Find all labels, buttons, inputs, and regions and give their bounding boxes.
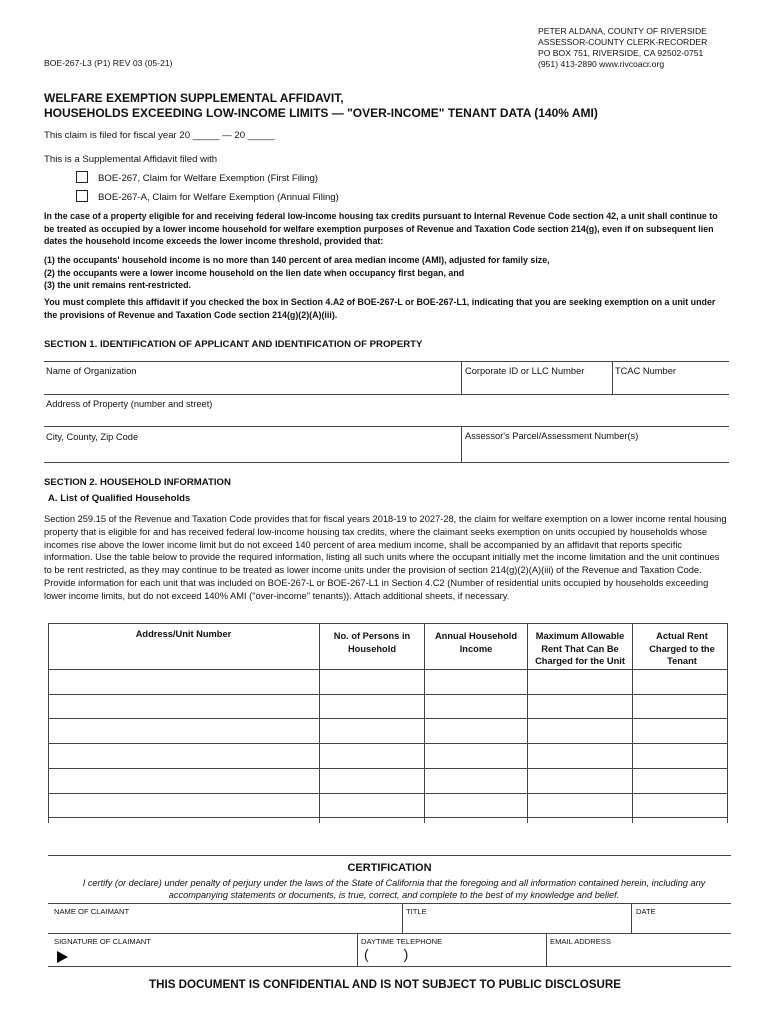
fiscal-year-line[interactable]: This claim is filed for fiscal year 20 _____ — 20 _____ xyxy=(44,130,275,141)
table-row[interactable] xyxy=(48,817,727,818)
section2-body: Section 259.15 of the Revenue and Taxation Code provides that for fiscal years 2018-19 to 2027-28, the claim for welfare exemption on a lower income rental housing property that is eligible for and has received federal low-income housing tax credits, where the claimant seeks exemption on units occupied by households whose incomes rise above the lower income limit but do not exceed 140 percent of area medium income, shall be accompanied by an affidavit that reports specific information. Use the table below to provide the required information, listing all such units where the occupant initially met the income limitation and the unit continues to be rent restricted, as they may continue to be treated as lower income units under the provision of section 214(g)(2)(A)(iii) of the Revenue and Taxation Code. Provide information for each unit that was included on BOE-267-L or BOE-267-L1 in Section 4.C2 (Number of residential units occupied by households exceeding lower income limits, but do not exceed 140% AMI ("over-income" tenants)). Attach additional sheets, if necessary. xyxy=(44,514,727,601)
section2-heading: SECTION 2. HOUSEHOLD INFORMATION xyxy=(44,477,231,488)
column-header-max-rent: Maximum Allowable Rent That Can Be Charged for the Unit xyxy=(535,631,625,666)
daytime-telephone-field[interactable]: DAYTIME TELEPHONE xyxy=(361,937,443,946)
corporate-id-field[interactable]: Corporate ID or LLC Number xyxy=(465,366,585,376)
checkbox-boe267a[interactable] xyxy=(76,190,88,202)
email-address-field[interactable]: EMAIL ADDRESS xyxy=(550,937,611,946)
checkbox-row-boe267a[interactable] xyxy=(76,190,339,203)
conditions-list xyxy=(44,254,729,292)
agency-line: ASSESSOR-COUNTY CLERK-RECORDER xyxy=(538,37,708,47)
checkbox-label: BOE-267, Claim for Welfare Exemption (First Filing) xyxy=(98,173,319,184)
must-complete-paragraph: You must complete this affidavit if you checked the box in Section 4.A2 of BOE-267-L or BOE-267-L1, indicating that you are seeking exemption on a unit under the provisions of Revenue and Taxation Code section 214(g)(2)(A)(iii). xyxy=(44,297,716,320)
property-address-field[interactable]: Address of Property (number and street) xyxy=(46,399,213,409)
city-county-zip-field[interactable]: City, County, Zip Code xyxy=(46,432,139,442)
agency-address-block xyxy=(538,26,707,70)
section1-heading: SECTION 1. IDENTIFICATION OF APPLICANT AND IDENTIFICATION OF PROPERTY xyxy=(44,339,423,350)
column-header-persons: No. of Persons in Household xyxy=(333,631,411,654)
form-title-line2: HOUSEHOLDS EXCEEDING LOW-INCOME LIMITS — "OVER-INCOME" TENANT DATA (140% AMI) xyxy=(44,106,598,120)
table-row[interactable] xyxy=(48,718,727,719)
form-number: BOE-267-L3 (P1) REV 03 (05-21) xyxy=(44,58,173,68)
column-header-income: Annual Household Income xyxy=(434,631,518,654)
title-field[interactable]: TITLE xyxy=(406,907,427,916)
table-row[interactable] xyxy=(48,768,727,769)
certification-heading: CERTIFICATION xyxy=(347,862,432,874)
form-title-line1: WELFARE EXEMPTION SUPPLEMENTAL AFFIDAVIT, xyxy=(44,91,344,105)
column-header-actual-rent: Actual Rent Charged to the Tenant xyxy=(649,631,715,666)
column-header-address: Address/Unit Number xyxy=(135,629,232,639)
checkbox-boe267[interactable] xyxy=(76,171,88,183)
section2-subheading: A. List of Qualified Households xyxy=(48,493,191,504)
agency-line: (951) 413-2890 www.rivcoacr.org xyxy=(538,59,665,69)
parcel-number-field[interactable]: Assessor's Parcel/Assessment Number(s) xyxy=(465,431,639,441)
signature-arrow-icon xyxy=(57,951,68,963)
agency-line: PO BOX 751, RIVERSIDE, CA 92502-0751 xyxy=(538,48,704,58)
signature-field[interactable]: SIGNATURE OF CLAIMANT xyxy=(54,937,151,946)
table-row[interactable] xyxy=(48,743,727,744)
phone-area-code[interactable]: ( ) xyxy=(364,946,409,962)
supplemental-intro: This is a Supplemental Affidavit filed with xyxy=(44,154,218,165)
name-of-organization-field[interactable]: Name of Organization xyxy=(46,366,137,376)
agency-line: PETER ALDANA, COUNTY OF RIVERSIDE xyxy=(538,26,707,36)
table-row[interactable] xyxy=(48,793,727,794)
condition-item: (2) the occupants were a lower income household on the lien date when occupancy first began, and xyxy=(44,267,465,278)
condition-item: (3) the unit remains rent-restricted. xyxy=(44,280,191,291)
date-field[interactable]: DATE xyxy=(636,907,656,916)
checkbox-row-boe267[interactable] xyxy=(76,171,318,184)
certification-statement: I certify (or declare) under penalty of perjury under the laws of the State of California that the foregoing and all information contained herein, including any accompanying statements or documents, is true, correct, and complete to the best of my knowledge and belief. xyxy=(82,878,706,900)
condition-item: (1) the occupants' household income is no more than 140 percent of area median income (AMI), adjusted for family size, xyxy=(44,255,550,265)
confidential-footer: THIS DOCUMENT IS CONFIDENTIAL AND IS NOT SUBJECT TO PUBLIC DISCLOSURE xyxy=(149,978,621,991)
table-row[interactable] xyxy=(48,694,727,695)
name-of-claimant-field[interactable]: NAME OF CLAIMANT xyxy=(54,907,130,916)
form-title xyxy=(44,91,598,121)
checkbox-label: BOE-267-A, Claim for Welfare Exemption (Annual Filing) xyxy=(98,192,339,203)
tcac-number-field[interactable]: TCAC Number xyxy=(615,366,676,376)
eligibility-paragraph: In the case of a property eligible for and receiving federal low-income housing tax credits pursuant to Internal Revenue Code section 42, a unit shall continue to be treated as occupied by a lower income household for welfare exemption purposes of Revenue and Taxation Code section 214(g), even if on subsequent lien dates the household income exceeds the lower income threshold, provided that: xyxy=(44,211,718,247)
